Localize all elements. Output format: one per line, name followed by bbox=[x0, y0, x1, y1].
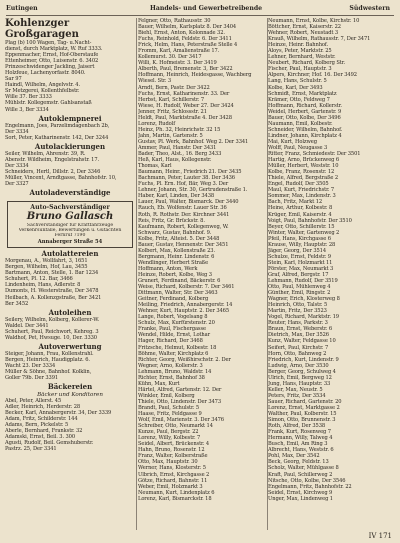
ad-line: Verkehrsunfälle, Bewertungen u. Gutachten bbox=[18, 228, 122, 233]
directory-entry: Horn, Otto, Bahnweg 2 bbox=[268, 350, 327, 357]
directory-entry: Lehner, Bernhard, Weststr. bbox=[268, 54, 336, 61]
entry-list bbox=[5, 351, 135, 381]
directory-entry: Heinze, Robert, Kolbe, Weg 3 bbox=[138, 271, 212, 278]
directory-entry: Wiesel. Str. 3 bbox=[138, 78, 172, 85]
directory-entry: Lange, Robert, Vogelsang 8 bbox=[138, 314, 208, 321]
directory-entry: Engelmann, Joes, Parzelimdagenbach 2b, bbox=[5, 122, 110, 129]
directory-entry: Adam, Fritz, Schilderstr. 144 bbox=[5, 416, 78, 423]
directory-entry: Berger, Georg, Schulweg 4 bbox=[268, 368, 336, 375]
directory-entry: Lang, Hans, Schulstr. 5 bbox=[268, 78, 327, 85]
header-rule bbox=[6, 15, 394, 16]
directory-entry: Müller & Söhne, Bahnhof. Kolklin, bbox=[5, 369, 92, 376]
directory-entry: Jäger, Georg, Der 3514 bbox=[268, 247, 327, 254]
directory-entry: Brandt, Paul, Schulstr. 5 bbox=[138, 405, 200, 411]
directory-entry: Winkler, Emil, Kolberg bbox=[138, 392, 195, 399]
directory-entry: Weber, Emil, Holzmarkt 3 bbox=[138, 483, 203, 490]
directory-entry: Beyer, Otto, Schillerstr. 15 bbox=[268, 223, 335, 230]
column-2 bbox=[138, 18, 266, 530]
directory-entry: Schuhert, Pl. 12. Bar, 3466 bbox=[5, 276, 73, 283]
entry-list bbox=[5, 398, 135, 452]
directory-entry: Naumann, Emil, Kolbestr. bbox=[268, 120, 333, 127]
directory-entry: Haindl, Wilhelm, Angelvstr. 4. bbox=[5, 82, 80, 89]
directory-entry: Kaufmann, Robert, Kollegenweg, W. bbox=[138, 223, 229, 230]
directory-entry: Wendlinger, Herbert Straße bbox=[138, 259, 209, 266]
directory-entry: Hermann, Willy, Talweg 4 bbox=[268, 435, 333, 442]
ad-line: Fernruf 7190 bbox=[54, 233, 86, 239]
directory-entry: Felgner, Otto, Rathausstr. 30 bbox=[138, 18, 211, 24]
directory-entry: Aloys, Peter, Marktstr. 25 bbox=[268, 48, 332, 55]
directory-entry: Wacht 23. Der 3334 bbox=[5, 363, 56, 370]
directory-entry: Ettenheimer, Otto, Luisenstr. 6. 3402 bbox=[5, 58, 99, 65]
directory-entry: Sr Metzgerei, Kollenthfelbstr. bbox=[5, 88, 80, 95]
directory-entry: Abel, Peter, Allerst. 45 bbox=[5, 398, 62, 405]
directory-entry: Fromm, Karl, Amalienstraße 17. bbox=[138, 48, 220, 55]
directory-entry: Lorenz, Ernst, Marktgasse 2 bbox=[268, 405, 340, 411]
directory-entry: Stein, Karl, Holzmarkt 11 bbox=[268, 259, 333, 266]
directory-entry: Fischer, Paul, Hauptstr. 3 bbox=[268, 66, 332, 73]
column-3 bbox=[268, 18, 395, 530]
section-heading: Bäckereien bbox=[47, 382, 93, 392]
directory-entry: Sar 97 bbox=[5, 76, 22, 83]
directory-entry: Franke, Paul, Fischergasse bbox=[138, 326, 206, 333]
directory-entry: Ludwig, Arno, Der 3530 bbox=[268, 362, 329, 369]
directory-entry: Lorenz, Willy, Kolbestr. 7 bbox=[138, 435, 201, 442]
directory-entry: Roth, R. Rothstr. Der. Kirchner 3441 bbox=[138, 211, 230, 218]
directory-entry: Schulz, Max, Kurfürstenstr. 20 bbox=[138, 320, 215, 327]
directory-entry: Jung, Hans, Hauptstr. 33 bbox=[268, 380, 331, 387]
directory-entry: Sauer, Richard, Gartenstr. 20 bbox=[268, 398, 342, 405]
directory-entry: Schuhert, Paul, Reichwort, Kehreg. 3 bbox=[5, 328, 99, 335]
directory-entry: Plag (b) 100 Wagen, Tag- u.Nacht- bbox=[5, 40, 92, 46]
directory-entry: Pfeil, Hans, Kirchgasse 6 bbox=[268, 235, 331, 242]
directory-entry: Thomas, Karl bbox=[138, 163, 172, 170]
directory-entry: Morgenau, A., Wollfahrt, 3, 1651 bbox=[5, 258, 88, 265]
directory-entry: Der 3327 bbox=[5, 181, 29, 188]
directory-entry: Lorenz, Karl, Bismarckstr. 18 bbox=[138, 495, 212, 502]
entry-list bbox=[5, 151, 135, 187]
directory-entry: Holzfeue, Lachenyorfastr. 8040. bbox=[5, 70, 86, 77]
directory-entry: Bader, Theo, Alst., 16. Berg 3433 bbox=[138, 151, 222, 158]
directory-entry: Krämer, Otto, Feldweg 7 bbox=[268, 96, 330, 103]
directory-entry: Maul, Kurt, Friedrichstr. 7 bbox=[268, 187, 335, 194]
directory-entry: Krüger, Emil, Kaiserstr. 4 bbox=[268, 211, 332, 218]
directory-entry: Bauer, Wilhelm, Karlsplatz 8. Der 3404 bbox=[138, 24, 237, 31]
directory-entry: Thiele, Otto, Lindenstr. Der 3473 bbox=[138, 398, 222, 405]
directory-entry: Schneiders, Hertl, Dillstr. 2, Der 3346 bbox=[5, 169, 101, 176]
ad-line: Sachverständiger für Kraftfahrzeuge bbox=[26, 222, 114, 228]
directory-entry: Lehmann, Bruno, Waldstr. 14 bbox=[138, 368, 212, 375]
directory-entry: Graf, Alfred, Bergstr. 17 bbox=[268, 271, 329, 278]
directory-entry: Fuchs, Ernst, Katharinenstr. 33. Der bbox=[138, 90, 230, 97]
directory-entry: Dumonts, H. Westerstraße, Der 3478 bbox=[5, 288, 99, 295]
directory-entry: Franz, Walter, Kolberstraße bbox=[138, 453, 208, 460]
directory-entry: Eppenmacher, Ernst, Hof-Oberstaufe bbox=[5, 52, 99, 59]
directory-entry: Böttcher, Ernst, Kaiserstr. 22 bbox=[268, 24, 341, 31]
directory-entry: Bergen, Heinrich, Haudigplatz. 6. bbox=[5, 357, 90, 364]
directory-entry: Heinrich, Otto, Talstr. 5 bbox=[268, 302, 328, 309]
directory-entry: Lehner, Johann, Str. 30, Gertrudenstraße 1. bbox=[138, 187, 248, 194]
directory-entry: Lindner, Johann, Kirchplatz 4 bbox=[268, 132, 342, 139]
directory-entry: Herbst, Karl, Schillerstr. 7 bbox=[138, 96, 204, 103]
section-heading: Autolattereien bbox=[41, 249, 99, 259]
page-header bbox=[0, 5, 400, 15]
directory-entry: Lorenz, Rudolf bbox=[138, 120, 176, 127]
directory-entry: Weise, Richard, Kolberstr. 7. Der 3461 bbox=[138, 284, 235, 291]
directory-entry: Keller, Max, Neustr. 5 bbox=[268, 386, 323, 393]
directory-entry: Fritzsche, Helmut, Kolbestr. 18 bbox=[138, 344, 217, 351]
directory-entry: Richter, Georg, Weißhirschstr. 2. Der bbox=[138, 356, 231, 363]
directory-entry: Hartig, Arno, Brückenweg 6 bbox=[268, 157, 340, 164]
directory-entry: Härtel, Alfred, Gartenstr. 12. Der bbox=[138, 386, 222, 393]
directory-entry: Müller, Vincent, Arndtgasse, Bahnhofstr. 10, bbox=[5, 175, 117, 182]
directory-entry: Wendel, Hilde, Ernst, Lothar bbox=[138, 332, 210, 339]
directory-entry: Wolff, Paul, Neugasse 3 bbox=[268, 144, 328, 151]
directory-entry: Wille 3, Ber 3334 bbox=[5, 106, 49, 113]
directory-entry: Haase, Fritz, Feldgasse 9 bbox=[138, 411, 202, 418]
directory-entry: Wagner, Erich, Klosterweg 8 bbox=[268, 296, 340, 303]
directory-entry: Pohl, Max, Der 3542 bbox=[268, 453, 320, 460]
directory-entry: Hager, Richard, Der 3468 bbox=[138, 338, 203, 345]
directory-entry: Wegner, Arno, Kollerstr. 3 bbox=[138, 362, 203, 369]
entry-list bbox=[5, 123, 135, 141]
directory-entry: Seilery, Wilhelm, Kolberg, Kollerer-W. bbox=[5, 316, 100, 323]
directory-entry: Baumann, Heinr., Friedrich 21. Der 3435 bbox=[138, 169, 242, 176]
directory-entry: Roth, Alfred, Der 3538 bbox=[268, 423, 326, 430]
directory-entry: Mai, Kurt, Holzweg bbox=[268, 138, 317, 145]
directory-entry: Voigt, Paul, Bahnhofstr. Der 3510 bbox=[268, 217, 352, 224]
directory-entry: Agusti, Rudolf, Beil. Gemshuberstr. bbox=[5, 440, 94, 447]
directory-entry: Weidel, Herbert, Gartenstr. 9 bbox=[268, 108, 342, 115]
directory-entry: Engelmann, Fritz, Bahnhofstr. 22 bbox=[268, 483, 352, 490]
directory-entry: Aberle, Bernhard, Frankstr. 32 bbox=[5, 428, 83, 435]
section-heading: Autoverwertung bbox=[38, 341, 102, 351]
directory-entry: Martin, Fritz, Der 3523 bbox=[268, 308, 327, 315]
directory-entry: Neumann, Ernst, Kolbe, Kirchstr. 10 bbox=[268, 18, 360, 24]
section-heading: Autoklempnerei bbox=[38, 113, 102, 123]
directory-entry: Werner, Hans, Klosterstr. 5 bbox=[138, 465, 206, 472]
directory-entry: Heß, Karl, Haus, Kollegenstr. bbox=[138, 157, 212, 164]
directory-entry: Winter, Walter, Gartenweg 2 bbox=[268, 229, 340, 236]
directory-entry: Willi, K. Hofmeistr. 3. Der 3419 bbox=[138, 60, 217, 67]
section-heading: Autolackierungen bbox=[34, 141, 106, 151]
directory-entry: Schneider, Wilhelm, Bahnhof. bbox=[268, 126, 343, 133]
directory-entry: Seidel, Albert, Brückenstr. 4 bbox=[138, 441, 210, 448]
directory-entry: Wiese, H. Rudolf, Weber 27. Der 3424 bbox=[138, 102, 234, 109]
directory-entry: Wille 37. Ber 3333 bbox=[5, 94, 52, 101]
directory-entry: Haber, Karl, Linden, Der 3438 bbox=[138, 193, 215, 200]
directory-entry: Arndt, Bern, Pastr. Der 3422 bbox=[138, 84, 210, 91]
directory-entry: Adamski, Ernst, Beil. 3. 300 bbox=[5, 434, 76, 441]
directory-entry: Bergen, Wilhelm, Hof, Lau, 3455 bbox=[5, 264, 88, 271]
directory-entry: Schwarz, Gustav, Bahnhof. 9. bbox=[138, 229, 212, 236]
directory-entry: Jahn, Martin, Gartenstr. 5 bbox=[138, 132, 203, 139]
directory-entry: Fuchs, Pl. Ern. Hof, Bär, Weg 3. Der bbox=[138, 181, 229, 188]
section-heading: Autoladeverständige bbox=[29, 188, 111, 198]
directory-entry: Hahn, Bruno, Rosenstr. 12 bbox=[138, 447, 205, 454]
directory-entry: Scholz, Walter, Mühlgasse 8 bbox=[268, 465, 339, 472]
directory-entry: Seifert, Paul, Kirchstr. 7 bbox=[268, 344, 329, 351]
directory-entry: Becker, Karl, Annabergerstr. 34, Der 3339 bbox=[5, 410, 112, 417]
directory-entry: Waldhof, Pet, Hwsuge. 10, Der. 3330 bbox=[5, 334, 97, 341]
directory-entry: Busch, Emil, Am Ring 3 bbox=[268, 441, 328, 448]
directory-entry: Braun, Ernst, Weberstr. 6 bbox=[268, 326, 333, 333]
directory-entry: Bach, Fritz, Markt 12 bbox=[268, 199, 323, 206]
directory-entry: Seidel, Ernst, Kirchweg 9 bbox=[268, 489, 333, 496]
directory-entry: Müller, Herbert, Weststr. 10 bbox=[268, 163, 339, 170]
ad-line: Auto-Sachverständiger bbox=[30, 203, 110, 211]
directory-entry: Biehl, Ernst, Anton, Kolonnade 32. bbox=[138, 30, 225, 37]
ad-name: Bruno Gallasch bbox=[26, 210, 114, 222]
directory-entry: Ber 3452 bbox=[5, 300, 29, 307]
directory-entry: Frick, Helm, Hans, Peterstraße Stelle 4 bbox=[138, 42, 238, 49]
directory-entry: Reis, Fritz, Gr. Brückstr. 8. bbox=[138, 217, 205, 224]
entry-list bbox=[5, 258, 135, 306]
directory-entry: Hoffmann, Richard, Kollerstr. bbox=[268, 102, 342, 109]
directory-entry: Ammer, Paul, Hanstr. Der 3431 bbox=[138, 144, 217, 151]
directory-entry: Meiling, Friedrich, Annabergerstr. 14 bbox=[138, 302, 233, 309]
directory-entry: Günther, Emil, Ringstr. 2 bbox=[268, 290, 331, 297]
advertisement-box bbox=[7, 201, 133, 248]
ad-address: Annaberger Straße 54 bbox=[37, 238, 103, 245]
directory-entry: Seiler, Wilhelm, Ährenstr. 39, R. bbox=[5, 151, 86, 158]
directory-entry: Goller 79b. Der 3391 bbox=[5, 375, 59, 382]
column-1 bbox=[5, 18, 135, 530]
directory-entry: Schulze, Ernst, Feldstr. 9 bbox=[268, 253, 331, 260]
directory-entry: Schmidt, Ernst, Marktplatz bbox=[268, 90, 337, 97]
directory-entry: Frank, Kurt, Rosenweg 7 bbox=[268, 429, 331, 436]
directory-entry: Schreiber, Otto, Neumarkt 14 bbox=[138, 423, 213, 430]
header-right: Südwestern bbox=[349, 5, 390, 12]
section-heading: Autoleihen bbox=[48, 307, 92, 317]
directory-entry: Förster, Max, Neumarkt 3 bbox=[268, 265, 334, 272]
directory-entry: Adams, Bern, Pickelstr. 5 bbox=[5, 422, 69, 429]
directory-entry: Gustav, Pl. Werk, Bahnhof. Weg 2. Der 3341 bbox=[138, 138, 249, 145]
directory-entry: Alpers, Kirchner, Hof. 16. Der 3492 bbox=[268, 72, 357, 79]
directory-entry: Wolf, Emil, Marienstr. 3. Der 3476 bbox=[138, 417, 224, 424]
directory-entry: Otto, Paul, Mühlenweg 4 bbox=[268, 284, 331, 291]
directory-entry: Hoffmann, Heinrich, Heidesgasse, Wachberg bbox=[138, 72, 252, 79]
directory-entry: Bergmann, Heinr. Lindenstr. 6 bbox=[138, 253, 215, 260]
directory-entry: Götze, Richard, Bahnstr. 11 bbox=[138, 477, 208, 484]
directory-entry: Rauch, Eb. Wolfenstr. Lauer Str. 36 bbox=[138, 205, 227, 212]
page-number: IV 171 bbox=[368, 532, 392, 540]
directory-entry: Reuter, Hans, Parkstr. 3 bbox=[268, 320, 328, 327]
directory-entry: Bartmann, Anton, Stelle, 1. Bar 1234 bbox=[5, 270, 99, 277]
directory-entry: Der 3334 bbox=[5, 128, 29, 135]
header-left: Eutingen bbox=[6, 5, 38, 12]
directory-entry: Prinzeschwidenger Jackling, Jaisert bbox=[5, 64, 95, 71]
directory-entry: Pastrz. 25, Der 3341 bbox=[5, 446, 57, 453]
directory-entry: Krause, Willy, Hauptstr. 28 bbox=[268, 241, 336, 248]
directory-entry: Kollemurst. 30. Der 3417 bbox=[138, 54, 202, 61]
directory-entry: Abenstr. Wildheim, Engelstrahstr. 17. bbox=[5, 157, 100, 164]
directory-entry: Krauß, Wilhelm, Rathausstr. 7, Der 3471 bbox=[268, 36, 371, 43]
directory-entry: Kolbert, Max, Kollenstraße 23. bbox=[138, 247, 216, 254]
directory-entry: Steiger, Johann, Frau, Kollenstrahl. bbox=[5, 351, 94, 358]
directory-entry: Kunze, Paul, Bergstr. 22 bbox=[138, 429, 199, 436]
directory-entry: Richter, Ernst, Bahnhof 38 bbox=[138, 374, 205, 381]
directory-entry: Ritter, Franz, Schmiedestr. Der 3501 bbox=[268, 151, 361, 158]
directory-entry: Walther, Paul, Kolberstr. 15 bbox=[268, 411, 337, 418]
directory-entry: Vogel, Richard, Marktstr. 19 bbox=[268, 314, 339, 321]
directory-entry: Heldt, Paul, Marktstraße 4. Der 3428 bbox=[138, 114, 232, 121]
entry-list bbox=[5, 317, 135, 341]
directory-entry: Der 3334 bbox=[5, 163, 29, 170]
directory-entry: Sort, Peter, Katharinenstr. 142, Der 3244 bbox=[5, 134, 109, 141]
directory-entry: Thiele, Alfred, Bergstraße 2 bbox=[268, 175, 339, 182]
header-center: Handels- und Gewerbetreibende bbox=[150, 5, 263, 12]
directory-entry: Simon, Otto, Brunnenstr. 3 bbox=[268, 417, 336, 424]
directory-entry: Heinze, Heinr. Bahnhof. bbox=[268, 42, 329, 49]
directory-entry: Dietrich, Max, Der 3526 bbox=[268, 332, 329, 339]
section-heading-garages: Kohlenzger Großgaragen bbox=[5, 18, 79, 40]
directory-entry: dienst, durch Marktplatz, W. Ruf 3333. bbox=[5, 46, 103, 53]
directory-entry: Kühn, Max, Kurt bbox=[138, 380, 180, 387]
directory-entry: Sommer, Max, Lindenstr. 3 bbox=[268, 193, 336, 200]
directory-entry: Engel, Rudolf, Der 3505 bbox=[268, 181, 329, 188]
directory-entry: Unger, Max, Lindenweg 1 bbox=[268, 495, 333, 502]
directory-entry: Ulbrich, Ernst, Kirchgasse 2 bbox=[138, 471, 210, 478]
directory-entry: Kolbe, Fritz, Alteist. 5. Der 3448 bbox=[138, 235, 220, 242]
directory-entry: Kolbe, Franz, Rosenstr. 12 bbox=[268, 169, 335, 176]
directory-entry: Alberth, Paul, Bremenstr. 3, Ber 3422 bbox=[138, 66, 233, 73]
directory-entry: Adler, Heinrich, Herderstr. 28 bbox=[5, 404, 81, 411]
directory-entry: Heine, Arthur, Kolbestr. 8 bbox=[268, 205, 333, 212]
directory-entry: Friedrich, Kurt, Lindenstr. 9 bbox=[268, 356, 339, 363]
directory-entry: Mühlstr. Kollegemstr. Gahlsanstaß bbox=[5, 100, 92, 107]
directory-entry: Beck, Georg, Feldstr. 13 bbox=[268, 459, 329, 466]
column-divider bbox=[136, 18, 137, 530]
directory-entry: Bauer, Otto, Kolbe, Der 3496 bbox=[268, 114, 341, 121]
entry-list bbox=[5, 52, 135, 112]
directory-entry: Lindenheim, Hans, Adlerstr. 8 bbox=[5, 282, 81, 289]
directory-entry: Neumann, Kurt, Lindenplatz 6 bbox=[138, 489, 215, 496]
directory-entry: Lehmann, Rudolf, Der 3519 bbox=[268, 278, 338, 285]
directory-entry: Lauer, Paul, Walter, Bismarck. Der 3440 bbox=[138, 199, 239, 206]
directory-entry: Bauer, Gustav, Hennenstr. Der 3451 bbox=[138, 241, 229, 248]
directory-entry: Grunert, Ferdinand, Bäckerstr. 6 bbox=[138, 278, 221, 285]
directory-entry: Ulrich, Emil, Bergweg 12 bbox=[268, 374, 332, 381]
directory-entry: Hoffmann, Anton, Werk bbox=[138, 265, 198, 272]
directory-entry: Bachmann, Peter, Lauter 38. Der 3436 bbox=[138, 175, 235, 182]
directory-entry: Fuchs, Reinhold, Feldstr. 6. Der 3411 bbox=[138, 36, 232, 43]
garage-lines bbox=[5, 40, 135, 52]
directory-entry: Otto, Max, Hauptstr. 30 bbox=[138, 459, 198, 466]
directory-entry: Kraft, Paul, Schillerweg 2 bbox=[268, 471, 333, 478]
directory-entry: Heilbach, A. Kollenzgstraße, Ber 3421 bbox=[5, 294, 102, 301]
directory-entry: Dittmann, Walter, Str. Der 3463 bbox=[138, 290, 218, 297]
directory-entry: Wehner, Robert, Neustadt 3 bbox=[268, 30, 339, 37]
directory-entry: Heinz, Ph. 32, Heinrichstr. 32 15 bbox=[138, 126, 221, 133]
directory-entry: Neubert, Richard, Kolberg Str. bbox=[268, 60, 346, 67]
directory-entry: Kunz, Walter, Feldgasse 10 bbox=[268, 338, 336, 345]
directory-entry: Waldel. Der 3441 bbox=[5, 322, 49, 329]
directory-entry: Peters, Fritz, Der 3534 bbox=[268, 392, 326, 399]
directory-entry: Nitsche, Otto, Kolbe, Der 3546 bbox=[268, 477, 346, 484]
directory-entry: Jenner, Fritz, Schlossstr. 21 bbox=[138, 108, 207, 115]
section-subheading: Bäcker und Konditoren bbox=[37, 391, 103, 398]
directory-entry: Wehner, Kurt, Hauptstr. 2. Der 3465 bbox=[138, 308, 230, 315]
directory-entry: Böhme, Walter, Kirchplatz 6 bbox=[138, 350, 209, 357]
directory-entry: Kolbe, Karl, Der 3493 bbox=[268, 84, 323, 91]
directory-entry: Geitner, Ferdinand, Kolberg bbox=[138, 296, 209, 303]
directory-entry: Albrecht, Hans, Weststr. 6 bbox=[268, 447, 334, 454]
